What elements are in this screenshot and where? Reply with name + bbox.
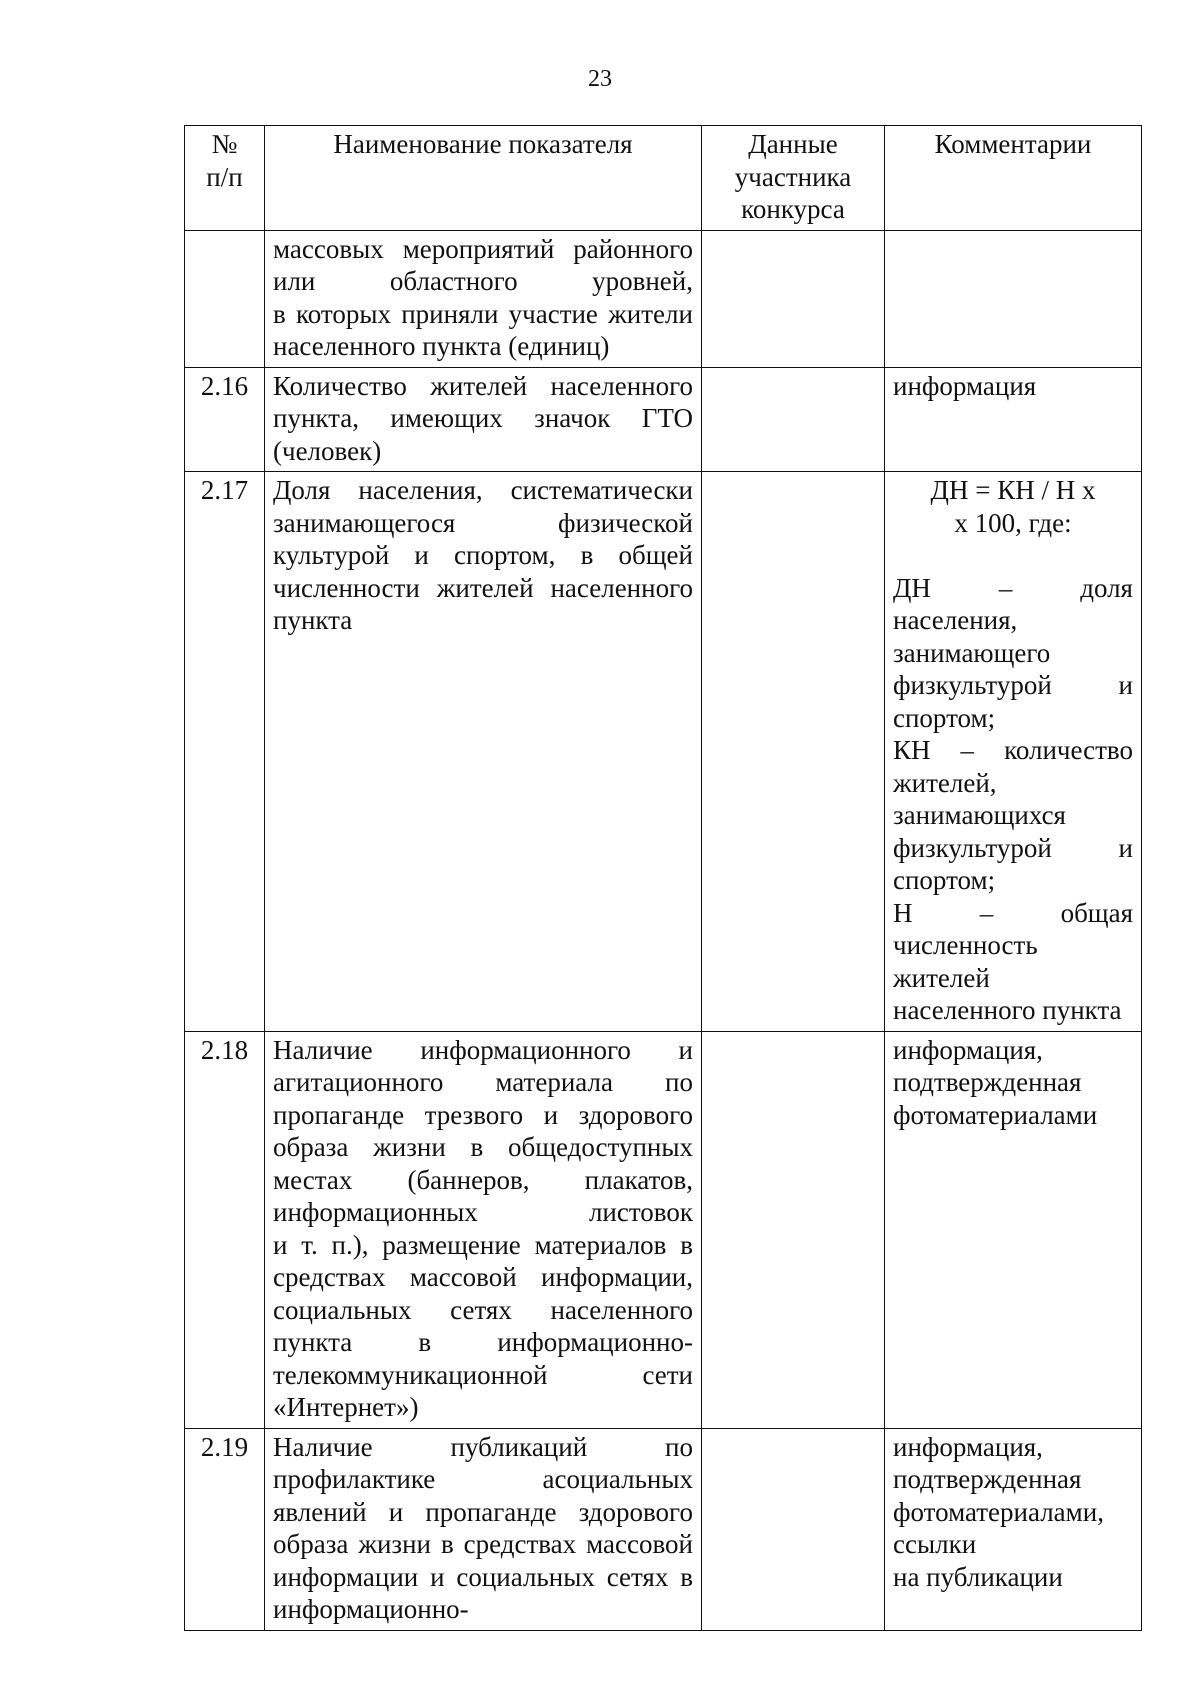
name-line: Наличие информационного и: [273, 1034, 693, 1065]
header-data: Данные участника конкурса: [702, 126, 885, 231]
indicator-table: [184, 125, 1142, 1631]
name-line: профилактике асоциальных: [273, 1464, 693, 1494]
comment-line: населения,: [893, 605, 1018, 635]
row-comment: [885, 472, 1142, 1032]
name-line: информации и социальных сетях в: [273, 1561, 693, 1592]
name-line: Количество жителей населенного: [273, 370, 693, 401]
comment-line: физкультурой и: [893, 670, 1133, 700]
row-comment: [885, 1031, 1142, 1428]
row-num: 2.18: [185, 1031, 265, 1428]
comment-line: информация,: [893, 1431, 1043, 1462]
comment-line: жителей,: [893, 767, 997, 798]
row-data: [702, 1428, 885, 1630]
comment-line: фотоматериалами,: [893, 1496, 1104, 1527]
row-name: [265, 367, 702, 472]
name-line: местах (баннеров, плакатов,: [273, 1164, 693, 1195]
table-header-row: [185, 126, 1142, 231]
name-line: «Интернет»): [273, 1392, 419, 1422]
row-data: [702, 367, 885, 472]
name-line: населенного пункта (единиц): [273, 331, 610, 361]
row-name: [265, 1428, 702, 1630]
comment-line: информация,: [893, 1034, 1043, 1065]
comment-line: спортом;: [893, 865, 996, 895]
comment-line: спортом;: [893, 702, 996, 733]
name-line: численности жителей населенного: [273, 572, 693, 603]
name-line: социальных сетях населенного: [273, 1294, 693, 1325]
name-line: образа жизни в общедоступных: [273, 1132, 693, 1162]
name-line: пункта в информационно-: [273, 1327, 693, 1357]
formula-spacer: [893, 539, 1133, 572]
comment-line: физкультурой и: [893, 832, 1133, 863]
row-num: [185, 230, 265, 367]
comment-line: жителей: [893, 962, 990, 993]
name-line: и т. п.), размещение материалов в: [273, 1229, 693, 1260]
row-data: [702, 1031, 885, 1428]
table-row: [185, 367, 1142, 472]
row-comment: [885, 1428, 1142, 1630]
name-line: пункта, имеющих значок ГТО: [273, 403, 693, 433]
table-row: [185, 472, 1142, 1032]
comment-line: ДН – доля: [893, 572, 1133, 603]
row-data: [702, 472, 885, 1032]
comment-line: занимающихся: [893, 800, 1066, 830]
row-num: 2.17: [185, 472, 265, 1032]
row-num: 2.19: [185, 1428, 265, 1630]
row-name: [265, 472, 702, 1032]
comment-line: Н – общая: [893, 897, 1133, 928]
row-comment: [885, 367, 1142, 472]
row-name: [265, 230, 702, 367]
comment-line: на публикации: [893, 1561, 1063, 1592]
name-line: телекоммуникационной сети: [273, 1359, 693, 1390]
header-name: Наименование показателя: [265, 126, 702, 231]
comment-line: ссылки: [893, 1529, 977, 1559]
comment-line: подтвержденная: [893, 1067, 1082, 1097]
name-line: явлений и пропаганде здорового: [273, 1496, 693, 1527]
name-line: культурой и спортом, в общей: [273, 540, 693, 570]
page-number: 23: [588, 66, 612, 92]
name-line: (человек): [273, 435, 382, 466]
comment-line: численность: [893, 930, 1038, 960]
header-comments: Комментарии: [885, 126, 1142, 231]
name-line: Наличие публикаций по: [273, 1431, 693, 1462]
name-line: занимающегося физической: [273, 507, 693, 538]
name-line: информационных листовок: [273, 1197, 693, 1227]
name-line: средствах массовой информации,: [273, 1262, 693, 1292]
comment-line: подтвержденная: [893, 1464, 1082, 1494]
comment-line: КН – количество: [893, 735, 1133, 765]
name-line: пропаганде трезвого и здорового: [273, 1099, 693, 1130]
name-line: образа жизни в средствах массовой: [273, 1529, 693, 1559]
formula-line: х 100, где:: [954, 507, 1072, 538]
name-line: Доля населения, систематически: [273, 475, 693, 505]
row-name: [265, 1031, 702, 1428]
table-row: [185, 1428, 1142, 1630]
name-line: информационно-: [273, 1594, 469, 1624]
name-line: в которых приняли участие жители: [273, 298, 693, 329]
table-row: [185, 1031, 1142, 1428]
row-comment: [885, 230, 1142, 367]
table-row: [185, 230, 1142, 367]
name-line: агитационного материала по: [273, 1067, 693, 1097]
row-data: [702, 230, 885, 367]
name-line: пункта: [273, 605, 353, 635]
formula-line: ДН = КН / Н х: [930, 475, 1096, 505]
comment-line: фотоматериалами: [893, 1099, 1098, 1130]
header-num: № п/п: [185, 126, 265, 231]
comment-line: занимающего: [893, 637, 1051, 668]
name-line: массовых мероприятий районного: [273, 233, 693, 264]
name-line: или областного уровней,: [273, 266, 693, 296]
comment-line: информация: [893, 370, 1037, 401]
row-num: 2.16: [185, 367, 265, 472]
comment-line: населенного пункта: [893, 995, 1122, 1025]
